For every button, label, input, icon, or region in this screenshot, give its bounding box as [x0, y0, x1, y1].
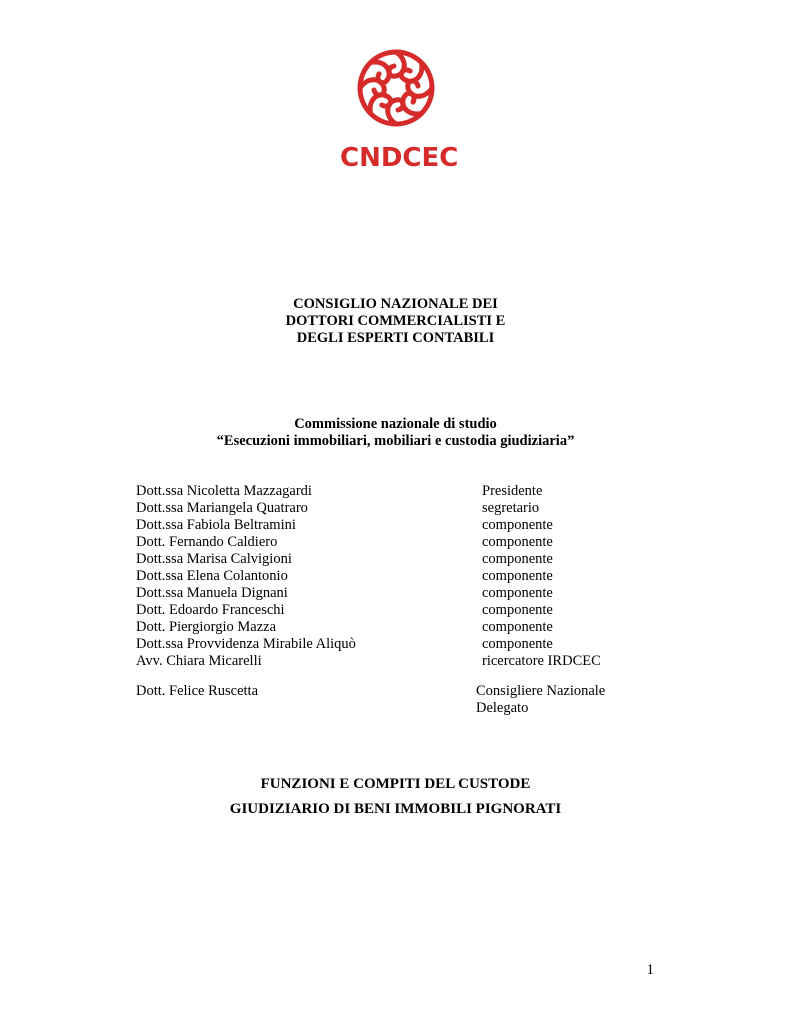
member-name: Dott. Edoardo Franceschi	[136, 602, 285, 618]
member-role: segretario	[482, 500, 540, 516]
delegate-role-line: Delegato	[476, 700, 529, 716]
delegate-role-line: Consigliere Nazionale	[476, 683, 606, 699]
member-role: componente	[482, 619, 553, 635]
member-name: Dott.ssa Fabiola Beltramini	[136, 517, 296, 533]
member-row	[136, 568, 696, 585]
member-role: componente	[482, 534, 553, 550]
delegate-role	[476, 683, 605, 717]
members-list	[136, 483, 696, 670]
council-name	[0, 296, 791, 347]
cndcec-logo	[340, 40, 459, 175]
member-name: Dott.ssa Marisa Calvigioni	[136, 551, 292, 567]
member-name: Dott.ssa Provvidenza Mirabile Aliquò	[136, 636, 356, 652]
document-title-line: FUNZIONI E COMPITI DEL CUSTODE	[260, 776, 531, 792]
rosette-logo-icon	[348, 40, 444, 136]
commission-line: Commissione nazionale di studio	[294, 416, 497, 432]
member-name: Dott.ssa Elena Colantonio	[136, 568, 288, 584]
member-row	[136, 636, 696, 653]
commission-heading	[0, 416, 791, 450]
logo-text: CNDCEC	[340, 143, 459, 173]
member-row	[136, 602, 696, 619]
member-row	[136, 517, 696, 534]
document-title	[0, 772, 791, 822]
member-row	[136, 483, 696, 500]
member-row	[136, 551, 696, 568]
member-row	[136, 619, 696, 636]
member-row	[136, 585, 696, 602]
member-name: Dott.ssa Nicoletta Mazzagardi	[136, 483, 312, 499]
member-row	[136, 500, 696, 517]
member-row	[136, 653, 696, 670]
page-number: 1	[646, 962, 654, 978]
member-name: Avv. Chiara Micarelli	[136, 653, 262, 669]
member-row	[136, 534, 696, 551]
delegate-name: Dott. Felice Ruscetta	[136, 683, 259, 699]
council-line: DOTTORI COMMERCIALISTI E	[285, 313, 506, 329]
member-role: Presidente	[482, 483, 543, 499]
member-role: componente	[482, 602, 553, 618]
member-role: componente	[482, 636, 553, 652]
member-name: Dott. Piergiorgio Mazza	[136, 619, 277, 635]
member-role: ricercatore IRDCEC	[482, 653, 601, 669]
council-line: DEGLI ESPERTI CONTABILI	[296, 330, 495, 346]
member-role: componente	[482, 551, 553, 567]
member-role: componente	[482, 517, 553, 533]
member-name: Dott. Fernando Caldiero	[136, 534, 278, 550]
member-role: componente	[482, 568, 553, 584]
member-name: Dott.ssa Manuela Dignani	[136, 585, 288, 601]
commission-subject: “Esecuzioni immobiliari, mobiliari e custodia giudiziaria”	[216, 433, 575, 449]
member-role: componente	[482, 585, 553, 601]
member-name: Dott.ssa Mariangela Quatraro	[136, 500, 308, 516]
document-title-line: GIUDIZIARIO DI BENI IMMOBILI PIGNORATI	[229, 801, 562, 817]
council-line: CONSIGLIO NAZIONALE DEI	[293, 296, 498, 312]
